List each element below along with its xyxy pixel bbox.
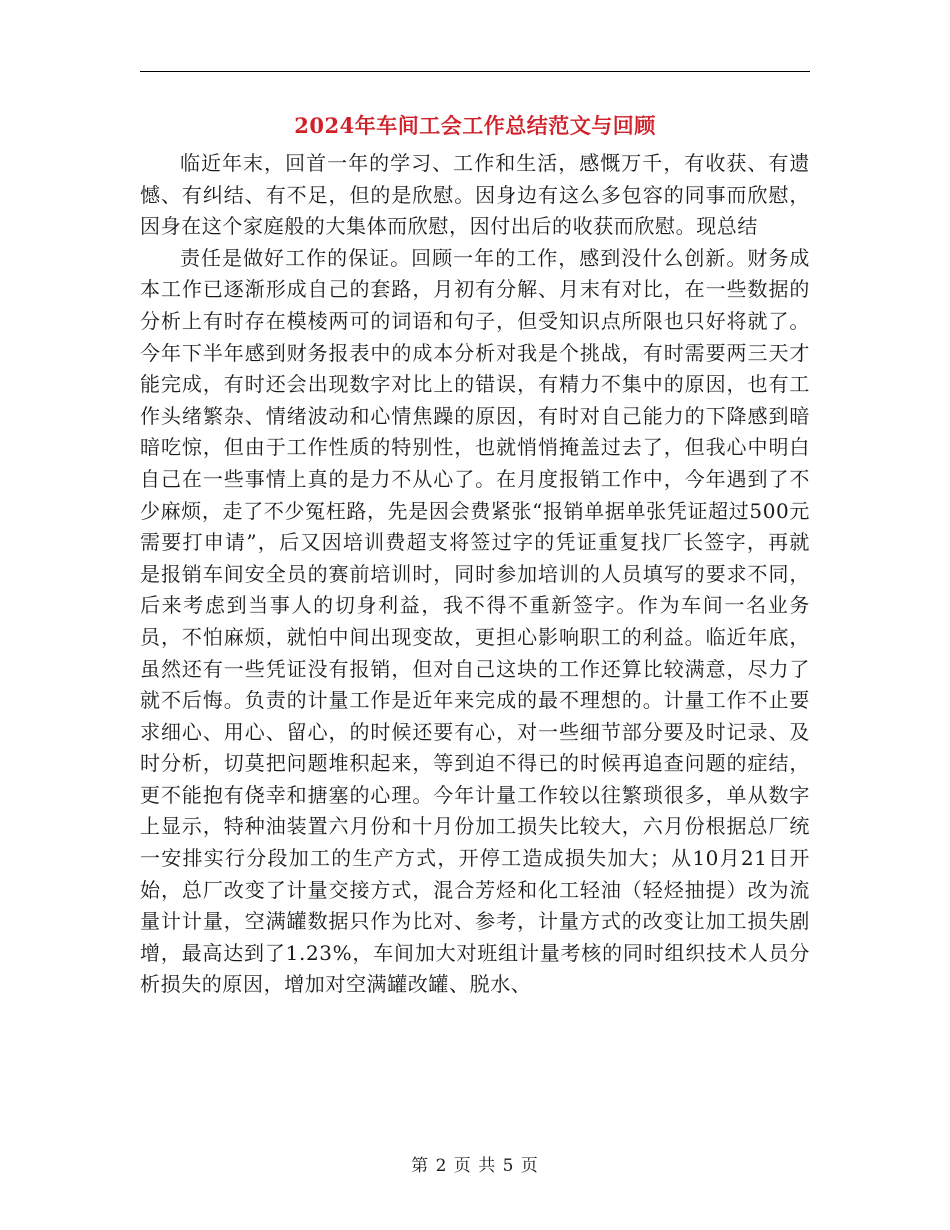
- document-body: [140, 148, 810, 1001]
- header-rule: [140, 71, 810, 72]
- document-title: 2024年车间工会工作总结范文与回顾: [294, 113, 656, 138]
- page-number-footer: 第 2 页 共 5 页: [411, 1156, 539, 1176]
- paragraph-responsibility: 责任是做好工作的保证。回顾一年的工作，感到没什么创新。财务成本工作已逐渐形成自己的套路，月初有分解、月末有对比，在一些数据的分析上有时存在模棱两可的词语和句子，但受知识点所限也只好将就了。今年下半年感到财务报表中的成本分析对我是个挑战，有时需要两三天才能完成，有时还会出现数字对比上的错误，有精力不集中的原因，也有工作头绪繁杂、情绪波动和心情焦躁的原因，有时对自己能力的下降感到暗暗吃惊，但由于工作性质的特别性，也就悄悄掩盖过去了，但我心中明白自己在一些事情上真的是力不从心了。在月度报销工作中，今年遇到了不少麻烦，走了不少冤枉路，先是因会费紧张“报销单据单张凭证超过500元需要打申请”，后又因培训费超支将签过字的凭证重复找厂长签字，再就是报销车间安全员的赛前培训时，同时参加培训的人员填写的要求不同，后来考虑到当事人的切身利益，我不得不重新签字。作为车间一名业务员，不怕麻烦，就怕中间出现变故，更担心影响职工的利益。临近年底，虽然还有一些凭证没有报销，但对自己这块的工作还算比较满意，尽力了就不后悔。负责的计量工作是近年来完成的最不理想的。计量工作不止要求细心、用心、留心，的时候还要有心，对一些细节部分要及时记录、及时分析，切莫把问题堆积起来，等到迫不得已的时候再追查问题的症结，更不能抱有侥幸和搪塞的心理。今年计量工作较以往繁琐很多，单从数字上显示，特种油装置六月份和十月份加工损失比较大，六月份根据总厂统一安排实行分段加工的生产方式，开停工造成损失加大；从10月21日开始，总厂改变了计量交接方式，混合芳烃和化工轻油（轻烃抽提）改为流量计计量，空满罐数据只作为比对、参考，计量方式的改变让加工损失剧增，最高达到了1.23%，车间加大对班组计量考核的同时组织技术人员分析损失的原因，增加对空满罐改罐、脱水、: [140, 245, 810, 997]
- paragraph-intro: 临近年末，回首一年的学习、工作和生活，感慨万千，有收获、有遗憾、有纠结、有不足，但的是欣慰。因身边有这么多包容的同事而欣慰，因身在这个家庭般的大集体而欣慰，因付出后的收获而欣慰。现总结: [140, 151, 810, 239]
